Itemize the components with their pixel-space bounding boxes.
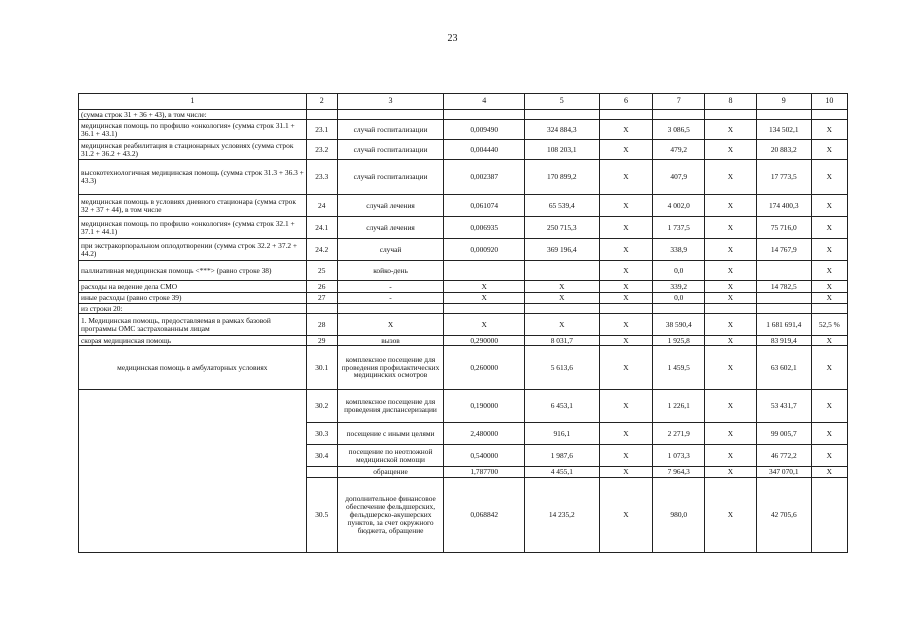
header-cell: 2 bbox=[306, 94, 337, 110]
table-cell: 24 bbox=[306, 195, 337, 217]
table-cell: X bbox=[705, 478, 757, 553]
table-cell: X bbox=[811, 239, 847, 261]
table-cell: X bbox=[811, 445, 847, 467]
table-cell: 27 bbox=[306, 293, 337, 304]
table-cell: 23.3 bbox=[306, 160, 337, 195]
table-row bbox=[79, 140, 848, 160]
table-cell: X bbox=[811, 467, 847, 478]
table-cell bbox=[525, 261, 600, 281]
table-cell: X bbox=[705, 390, 757, 423]
table-cell: X bbox=[599, 336, 653, 346]
table-row bbox=[79, 261, 848, 281]
table-cell: 0,0 bbox=[653, 293, 705, 304]
table-cell: X bbox=[599, 140, 653, 160]
table-cell: X bbox=[811, 336, 847, 346]
table-cell bbox=[444, 110, 525, 120]
table-cell: X bbox=[811, 261, 847, 281]
table-row bbox=[79, 293, 848, 304]
row-label-cell: высокотехнологичная медицинская помощь (сумма строк 31.3 + 36.3 + 43.3) bbox=[79, 160, 307, 195]
table-cell: случай госпитализации bbox=[337, 160, 444, 195]
table-cell: 1 459,5 bbox=[653, 346, 705, 390]
row-label-cell: из строки 20: bbox=[79, 304, 307, 314]
row-label-cell: (сумма строк 31 + 36 + 43), в том числе: bbox=[79, 110, 307, 120]
table-cell: 338,9 bbox=[653, 239, 705, 261]
table-cell: X bbox=[811, 390, 847, 423]
table-cell: X bbox=[525, 314, 600, 336]
table-cell: - bbox=[337, 293, 444, 304]
table-cell: 174 400,3 bbox=[756, 195, 811, 217]
table-cell bbox=[811, 304, 847, 314]
table-cell: 14 782,5 bbox=[756, 281, 811, 293]
table-cell: 134 502,1 bbox=[756, 120, 811, 140]
table-cell: 5 613,6 bbox=[525, 346, 600, 390]
table-cell: X bbox=[599, 195, 653, 217]
table-cell: посещение с иными целями bbox=[337, 423, 444, 445]
table-cell: X bbox=[444, 314, 525, 336]
table-cell: 46 772,2 bbox=[756, 445, 811, 467]
table-cell: 0,009490 bbox=[444, 120, 525, 140]
page-number: 23 bbox=[447, 33, 458, 44]
row-label-cell: медицинская помощь по профилю «онкология» (сумма строк 31.1 + 36.1 + 43.1) bbox=[79, 120, 307, 140]
table-cell: X bbox=[705, 346, 757, 390]
table-cell bbox=[525, 304, 600, 314]
table-cell: 24.1 bbox=[306, 217, 337, 239]
table-row bbox=[79, 346, 848, 390]
table-cell bbox=[653, 304, 705, 314]
table-cell: 3 086,5 bbox=[653, 120, 705, 140]
table-cell: 30.1 bbox=[306, 346, 337, 390]
table-row bbox=[79, 304, 848, 314]
table-cell: X bbox=[705, 293, 757, 304]
table-cell bbox=[705, 110, 757, 120]
table-cell: 38 590,4 bbox=[653, 314, 705, 336]
row-label-cell: медицинская реабилитация в стационарных условиях (сумма строк 31.2 + 36.2 + 43.2) bbox=[79, 140, 307, 160]
table-cell: 14 235,2 bbox=[525, 478, 600, 553]
table-cell: 8 031,7 bbox=[525, 336, 600, 346]
table-cell: комплексное посещение для проведения профилактических медицинских осмотров bbox=[337, 346, 444, 390]
table-cell: 29 bbox=[306, 336, 337, 346]
table-cell: 42 705,6 bbox=[756, 478, 811, 553]
table-cell: 14 767,9 bbox=[756, 239, 811, 261]
table-cell bbox=[337, 110, 444, 120]
table-cell: X bbox=[811, 293, 847, 304]
table-cell: случай госпитализации bbox=[337, 120, 444, 140]
table-cell bbox=[756, 261, 811, 281]
table-cell: X bbox=[525, 281, 600, 293]
table-cell bbox=[756, 293, 811, 304]
table-cell: X bbox=[811, 423, 847, 445]
table-cell: 63 602,1 bbox=[756, 346, 811, 390]
table-cell: 980,0 bbox=[653, 478, 705, 553]
table-cell: X bbox=[705, 281, 757, 293]
table-cell: 7 964,3 bbox=[653, 467, 705, 478]
table-cell: X bbox=[599, 314, 653, 336]
table-cell: 0,006935 bbox=[444, 217, 525, 239]
table-cell: 0,260000 bbox=[444, 346, 525, 390]
header-cell: 4 bbox=[444, 94, 525, 110]
table-cell: 0,002387 bbox=[444, 160, 525, 195]
header-cell: 5 bbox=[525, 94, 600, 110]
table-cell: X bbox=[599, 239, 653, 261]
header-cell: 8 bbox=[705, 94, 757, 110]
table-row bbox=[79, 390, 848, 423]
table-cell: 407,9 bbox=[653, 160, 705, 195]
table-cell: X bbox=[705, 445, 757, 467]
table-cell: X bbox=[811, 120, 847, 140]
row-label-cell: расходы на ведение дела СМО bbox=[79, 281, 307, 293]
table-cell: X bbox=[705, 217, 757, 239]
header-cell: 9 bbox=[756, 94, 811, 110]
table-cell: X bbox=[705, 195, 757, 217]
table-cell: посещение по неотложной медицинской помощи bbox=[337, 445, 444, 467]
table-cell: X bbox=[599, 160, 653, 195]
table-cell: X bbox=[599, 390, 653, 423]
table-cell: 0,540000 bbox=[444, 445, 525, 467]
header-cell: 6 bbox=[599, 94, 653, 110]
table-cell: - bbox=[337, 281, 444, 293]
table-cell: X bbox=[599, 445, 653, 467]
table-cell: 30.4 bbox=[306, 445, 337, 467]
table-cell bbox=[306, 467, 337, 478]
table-cell bbox=[599, 304, 653, 314]
table-cell: X bbox=[444, 293, 525, 304]
table-cell: 1 681 691,4 bbox=[756, 314, 811, 336]
table-cell: обращение bbox=[337, 467, 444, 478]
table-cell: X bbox=[811, 140, 847, 160]
table-cell: X bbox=[705, 140, 757, 160]
row-label-cell: медицинская помощь в условиях дневного стационара (сумма строк 32 + 37 + 44), в том числе bbox=[79, 195, 307, 217]
header-cell: 10 bbox=[811, 94, 847, 110]
table-cell: X bbox=[599, 478, 653, 553]
table-cell bbox=[653, 110, 705, 120]
table-cell: X bbox=[705, 120, 757, 140]
table-cell: X bbox=[811, 217, 847, 239]
table-cell: 2 271,9 bbox=[653, 423, 705, 445]
row-label-cell: паллиативная медицинская помощь <***> (равно строке 38) bbox=[79, 261, 307, 281]
table-row bbox=[79, 281, 848, 293]
table-cell: X bbox=[337, 314, 444, 336]
table-cell: комплексное посещение для проведения диспансеризации bbox=[337, 390, 444, 423]
table-cell: 25 bbox=[306, 261, 337, 281]
table-row bbox=[79, 314, 848, 336]
table-cell: койко-день bbox=[337, 261, 444, 281]
table-cell bbox=[444, 304, 525, 314]
table-cell: 4 455,1 bbox=[525, 467, 600, 478]
row-label-cell: медицинская помощь в амбулаторных условиях bbox=[79, 346, 307, 390]
row-label-cell: иные расходы (равно строке 39) bbox=[79, 293, 307, 304]
table-cell: X bbox=[599, 423, 653, 445]
header-cell: 1 bbox=[79, 94, 307, 110]
table-cell: X bbox=[705, 261, 757, 281]
table-cell: 0,190000 bbox=[444, 390, 525, 423]
table-cell: 916,1 bbox=[525, 423, 600, 445]
table-cell: X bbox=[705, 467, 757, 478]
table-cell bbox=[705, 304, 757, 314]
header-row bbox=[79, 94, 848, 110]
table-cell: 1 987,6 bbox=[525, 445, 600, 467]
table-cell: X bbox=[705, 239, 757, 261]
table-cell: 369 196,4 bbox=[525, 239, 600, 261]
table-cell: 65 539,4 bbox=[525, 195, 600, 217]
table-cell: случай bbox=[337, 239, 444, 261]
table-cell: X bbox=[811, 346, 847, 390]
table-cell: X bbox=[705, 160, 757, 195]
table-cell bbox=[444, 261, 525, 281]
table-cell: дополнительное финансовое обеспечение фельдшерских, фельдшерско-акушерских пунктов, за счет окружного бюджета, обращение bbox=[337, 478, 444, 553]
table-cell: 6 453,1 bbox=[525, 390, 600, 423]
table-cell: 30.5 bbox=[306, 478, 337, 553]
header-cell: 7 bbox=[653, 94, 705, 110]
table-cell: 170 899,2 bbox=[525, 160, 600, 195]
table-cell: 1 073,3 bbox=[653, 445, 705, 467]
table-cell: 2,480000 bbox=[444, 423, 525, 445]
table-cell: 53 431,7 bbox=[756, 390, 811, 423]
table-cell: 324 884,3 bbox=[525, 120, 600, 140]
table-row bbox=[79, 195, 848, 217]
table-cell: 24.2 bbox=[306, 239, 337, 261]
table-cell: случай госпитализации bbox=[337, 140, 444, 160]
table-cell: 99 005,7 bbox=[756, 423, 811, 445]
row-label-cell: медицинская помощь по профилю «онкология» (сумма строк 32.1 + 37.1 + 44.1) bbox=[79, 217, 307, 239]
table-cell: случай лечения bbox=[337, 195, 444, 217]
table-cell: X bbox=[599, 281, 653, 293]
table-cell bbox=[756, 304, 811, 314]
table-cell: 17 773,5 bbox=[756, 160, 811, 195]
header-cell: 3 bbox=[337, 94, 444, 110]
table-cell: 339,2 bbox=[653, 281, 705, 293]
table-cell: 0,004440 bbox=[444, 140, 525, 160]
table-cell: 0,000920 bbox=[444, 239, 525, 261]
table-cell: 479,2 bbox=[653, 140, 705, 160]
row-label-cell: скорая медицинская помощь bbox=[79, 336, 307, 346]
table-cell: 1 226,1 bbox=[653, 390, 705, 423]
table-cell bbox=[306, 304, 337, 314]
table-cell: 0,0 bbox=[653, 261, 705, 281]
table-cell: 347 070,1 bbox=[756, 467, 811, 478]
table-cell: X bbox=[705, 314, 757, 336]
table-cell: 83 919,4 bbox=[756, 336, 811, 346]
table-cell: 108 203,1 bbox=[525, 140, 600, 160]
table-cell bbox=[811, 478, 847, 553]
table-cell: X bbox=[599, 467, 653, 478]
table-cell: 26 bbox=[306, 281, 337, 293]
table-cell: 1,787700 bbox=[444, 467, 525, 478]
table-cell: 4 002,0 bbox=[653, 195, 705, 217]
table-cell bbox=[525, 110, 600, 120]
table-cell: 250 715,3 bbox=[525, 217, 600, 239]
row-label-cell: при экстракорпоральном оплодотворении (сумма строк 32.2 + 37.2 + 44.2) bbox=[79, 239, 307, 261]
table-cell: X bbox=[599, 120, 653, 140]
table-cell: 23.2 bbox=[306, 140, 337, 160]
table-cell bbox=[756, 110, 811, 120]
row-label-cell: 1. Медицинская помощь, предоставляемая в рамках базовой программы ОМС застрахованным лицам bbox=[79, 314, 307, 336]
table-cell: X bbox=[811, 195, 847, 217]
table-cell: X bbox=[599, 346, 653, 390]
table-cell: 0,061074 bbox=[444, 195, 525, 217]
table-cell: 30.2 bbox=[306, 390, 337, 423]
table-cell bbox=[337, 304, 444, 314]
table-cell: X bbox=[444, 281, 525, 293]
table-cell: X bbox=[811, 160, 847, 195]
table-row bbox=[79, 110, 848, 120]
table-cell: X bbox=[811, 281, 847, 293]
table-row bbox=[79, 160, 848, 195]
table-row bbox=[79, 217, 848, 239]
table-cell: случай лечения bbox=[337, 217, 444, 239]
finance-table bbox=[78, 93, 848, 553]
table-cell: X bbox=[705, 423, 757, 445]
table-row bbox=[79, 239, 848, 261]
table-cell: 1 925,8 bbox=[653, 336, 705, 346]
table-cell bbox=[811, 110, 847, 120]
table-cell: X bbox=[705, 336, 757, 346]
table-cell: X bbox=[599, 293, 653, 304]
table-cell bbox=[306, 110, 337, 120]
table-cell: X bbox=[525, 293, 600, 304]
table-row bbox=[79, 120, 848, 140]
table-cell: 0,290000 bbox=[444, 336, 525, 346]
table-cell: 20 883,2 bbox=[756, 140, 811, 160]
table-cell: 0,068842 bbox=[444, 478, 525, 553]
row-label-cell bbox=[79, 390, 307, 553]
table-cell: 28 bbox=[306, 314, 337, 336]
table-cell: X bbox=[599, 217, 653, 239]
table-cell bbox=[599, 110, 653, 120]
table-cell: 23.1 bbox=[306, 120, 337, 140]
table-cell: X bbox=[599, 261, 653, 281]
table-cell: 1 737,5 bbox=[653, 217, 705, 239]
table-cell: 30.3 bbox=[306, 423, 337, 445]
table-cell: 52,5 % bbox=[811, 314, 847, 336]
table-cell: 75 716,0 bbox=[756, 217, 811, 239]
table-cell: вызов bbox=[337, 336, 444, 346]
table-row bbox=[79, 336, 848, 346]
